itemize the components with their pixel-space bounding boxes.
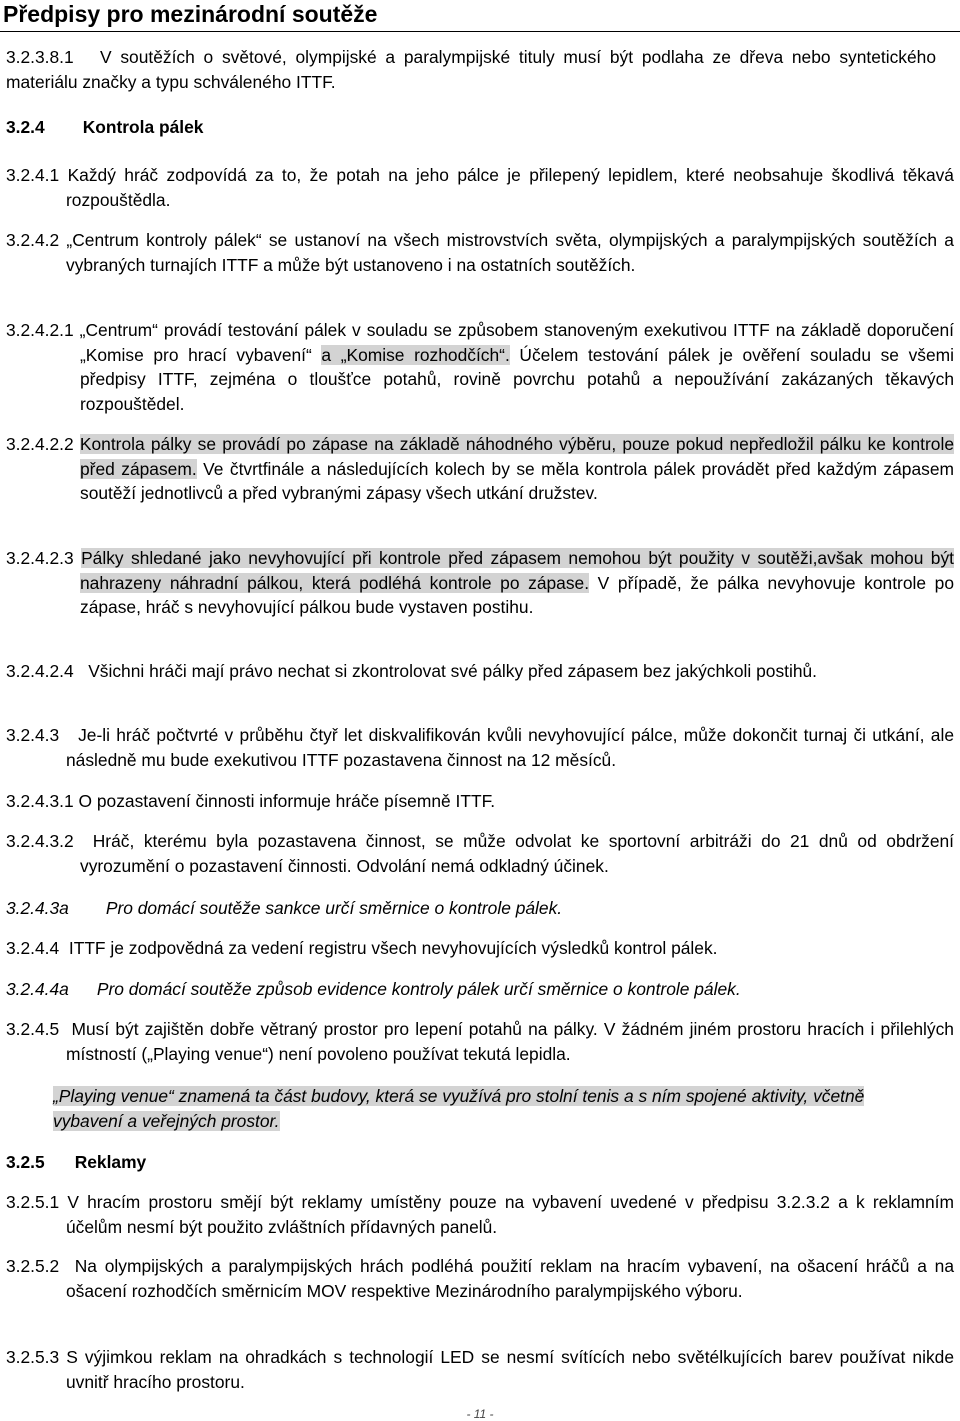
paragraph-text: Hráč, kterému byla pozastavena činnost, se může odvolat ke sportovní arbitráži do 21 dnů od obdržení vyrozumění o pozastavení činnosti. Odvolání nemá odkladný účinek. [80, 831, 954, 876]
paragraph-number: 3.2.4.3a [6, 898, 69, 918]
page-number: - 11 - [466, 1407, 494, 1421]
highlighted-text: Kontrola pálky se provádí po zápase na základě náhodného výběru, pouze pokud nepředložil pálku ke kontrole před zápasem. [79, 434, 954, 479]
paragraph-text-b: Účelem testování pálek je ověření souladu se všemi předpisy ITTF, zejména o tloušťce potahů, rovině povrchu potahů a nepoužívání zakázaných těkavých rozpouštědel. [80, 344, 954, 414]
playing-venue-note [53, 1084, 933, 1133]
section-number: 3.2.5 [6, 1152, 45, 1172]
paragraph-number: 3.2.4.3 [6, 725, 60, 745]
paragraph-number: 3.2.5.1 [6, 1192, 60, 1212]
paragraph-3-2-4-2-4 [6, 659, 954, 684]
paragraph-text-b: V případě, že pálka nevyhovuje kontrole po zápase, hráč s nevyhovující pálkou bude vystaven postihu. [80, 572, 955, 617]
paragraph-3-2-4-3a [6, 896, 954, 921]
paragraph-3-2-5-3 [6, 1345, 954, 1394]
paragraph-number: 3.2.4.2.4 [6, 661, 74, 681]
paragraph-text: Pro domácí soutěže způsob evidence kontroly pálek určí směrnice o kontrole pálek. [96, 979, 741, 999]
highlighted-text: Pálky shledané jako nevyhovující při kontrole před zápasem nemohou být použity v soutěži,avšak mohou být nahrazeny náhradní pálkou, která podléhá kontrole po zápase. [80, 548, 954, 593]
paragraph-text-a: „Centrum“ provádí testování pálek v souladu se způsobem stanoveným exekutivou ITTF na základě doporučení „Komise pro hrací vybavení“ [79, 320, 954, 365]
paragraph-text: Každý hráč zodpovídá za to, že potah na jeho pálce je přilepený lepidlem, které neobsahuje škodlivá těkavá rozpouštědla. [66, 165, 954, 210]
paragraph-text: Všichni hráči mají právo nechat si zkontrolovat své pálky před zápasem bez jakýchkoli postihů. [88, 661, 818, 681]
paragraph-number: 3.2.4.2.2 [6, 434, 74, 454]
paragraph-text: O pozastavení činnosti informuje hráče písemně ITTF. [78, 791, 496, 811]
paragraph-3-2-4-2-1 [6, 318, 954, 416]
paragraph-number: 3.2.3.8.1 [6, 47, 74, 67]
highlighted-text: „Playing venue“ znamená ta část budovy, která se využívá pro stolní tenis a s ním spojené aktivity, včetně vybavení a veřejných prostor. [53, 1086, 865, 1131]
paragraph-text: Na olympijských a paralympijských hrách podléhá použití reklam na hracím vybavení, na ošacení hráčů a na ošacení rozhodčích směrnicím MOV respektive Mezinárodního paralympijského výboru. [66, 1256, 954, 1301]
paragraph-3-2-5-1 [6, 1190, 954, 1239]
paragraph-text: Musí být zajištěn dobře větraný prostor pro lepení potahů na pálky. V žádném jiném prostoru hracích i přilehlých místností („Playing venue“) není povoleno používat tekutá lepidla. [66, 1019, 954, 1064]
paragraph-text: Je-li hráč počtvrté v průběhu čtyř let diskvalifikován kvůli nevyhovující pálce, může dokončit turnaj či utkání, ale následně mu bude exekutivou ITTF pozastavena činnost na 12 měsíců. [66, 725, 955, 770]
paragraph-3-2-4-4 [6, 936, 954, 961]
paragraph-3-2-4-4a [6, 977, 954, 1002]
paragraph-text: Pro domácí soutěže sankce určí směrnice o kontrole pálek. [105, 898, 563, 918]
paragraph-3-2-4-2 [6, 228, 954, 277]
paragraph-number: 3.2.4.5 [6, 1019, 60, 1039]
paragraph-3-2-4-2-2 [6, 432, 954, 506]
paragraph-number: 3.2.5.2 [6, 1256, 60, 1276]
paragraph-number: 3.2.5.3 [6, 1347, 60, 1367]
section-title: Reklamy [74, 1152, 147, 1172]
paragraph-number: 3.2.4.3.1 [6, 791, 74, 811]
paragraph-number: 3.2.4.1 [6, 165, 60, 185]
paragraph-text: V hracím prostoru smějí být reklamy umístěny pouze na vybavení uvedené v předpisu 3.2.3.2 a k reklamním účelům nesmí být použito zvláštních přídavných panelů. [66, 1192, 954, 1237]
paragraph-3-2-4-5 [6, 1017, 954, 1066]
paragraph-text: S výjimkou reklam na ohradkách s technologií LED se nesmí svítících nebo světélkujících barev používat nikde uvnitř hracího prostoru. [66, 1347, 954, 1392]
section-heading-3-2-5 [6, 1150, 506, 1175]
page-title: Předpisy pro mezinárodní soutěže [3, 1, 378, 27]
paragraph-number: 3.2.4.4 [6, 938, 60, 958]
paragraph-number: 3.2.4.3.2 [6, 831, 74, 851]
paragraph-3-2-4-3-2 [6, 829, 954, 878]
paragraph-number: 3.2.4.2 [6, 230, 60, 250]
highlighted-text: a „Komise rozhodčích“. [321, 344, 510, 365]
paragraph-3-2-4-2-3 [6, 546, 954, 620]
paragraph-number: 3.2.4.2.1 [6, 320, 74, 340]
paragraph-text-b: Ve čtvrtfinále a následujících kolech by se měla kontrola pálek provádět před každým zápasem soutěží jednotlivců a před vybranými zápasy všech utkání družstev. [80, 458, 954, 503]
section-title: Kontrola pálek [82, 117, 204, 137]
paragraph-3-2-3-8-1 [6, 45, 936, 94]
paragraph-number: 3.2.4.4a [6, 979, 69, 999]
paragraph-text: ITTF je zodpovědná za vedení registru všech nevyhovujících výsledků kontrol pálek. [68, 938, 718, 958]
paragraph-3-2-4-3 [6, 723, 954, 772]
paragraph-3-2-5-2 [6, 1254, 954, 1303]
paragraph-number: 3.2.4.2.3 [6, 548, 74, 568]
paragraph-text: V soutěžích o světové, olympijské a paralympijské tituly musí být podlaha ze dřeva nebo syntetického materiálu značky a typu schváleného ITTF. [6, 47, 936, 92]
title-rule [0, 31, 960, 32]
section-number: 3.2.4 [6, 117, 45, 137]
section-heading-3-2-4 [6, 115, 506, 140]
paragraph-text: „Centrum kontroly pálek“ se ustanoví na všech mistrovstvích světa, olympijských a paralympijských soutěžích a vybraných turnajích ITTF a může být ustanoveno i na ostatních soutěžích. [66, 230, 954, 275]
paragraph-3-2-4-3-1 [6, 789, 954, 814]
paragraph-3-2-4-1 [6, 163, 954, 212]
